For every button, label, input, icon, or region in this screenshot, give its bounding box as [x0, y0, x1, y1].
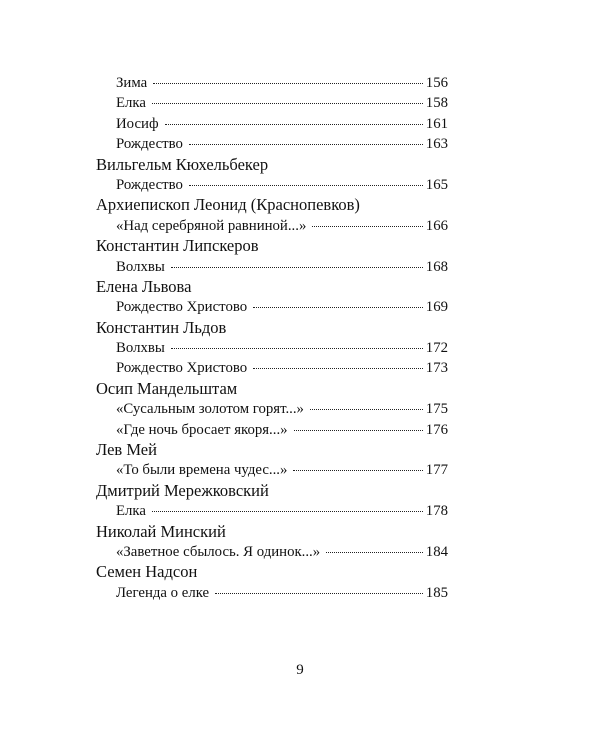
- toc-entry: [96, 175, 448, 195]
- entry-page: 165: [425, 176, 448, 193]
- toc-entry: [96, 420, 448, 440]
- entry-title: Рождество Христово: [116, 360, 248, 377]
- page-number: 9: [296, 662, 304, 678]
- author-name: Елена Львова: [96, 276, 192, 296]
- toc-entry: [96, 73, 448, 93]
- author-name: Лев Мей: [96, 440, 157, 460]
- dot-leader: [293, 470, 422, 471]
- toc-entry: [96, 114, 448, 134]
- author-name: Семен Надсон: [96, 562, 198, 582]
- dot-leader: [153, 83, 423, 84]
- entry-title: «То были времена чудес...»: [116, 462, 288, 479]
- author-name: Архиепископ Леонид (Краснопевков): [96, 195, 360, 215]
- entry-title: Волхвы: [116, 258, 165, 275]
- dot-leader: [171, 348, 423, 349]
- dot-leader: [152, 511, 423, 512]
- entry-page: 163: [425, 136, 448, 153]
- toc-entry: [96, 297, 448, 317]
- dot-leader: [189, 144, 423, 145]
- toc-entry: [96, 399, 448, 419]
- entry-page: 177: [425, 462, 448, 479]
- dot-leader: [310, 409, 423, 410]
- entry-page: 178: [425, 503, 448, 520]
- entry-page: 168: [425, 258, 448, 275]
- toc-entry: [96, 501, 448, 521]
- entry-title: Елка: [116, 503, 146, 520]
- toc-entry: [96, 583, 448, 603]
- entry-page: 169: [425, 299, 448, 316]
- dot-leader: [294, 430, 423, 431]
- entry-page: 158: [425, 95, 448, 112]
- entry-title: «Сусальным золотом горят...»: [116, 401, 304, 418]
- entry-title: Иосиф: [116, 115, 159, 132]
- dot-leader: [171, 267, 423, 268]
- toc-entry: [96, 216, 448, 236]
- entry-title: Волхвы: [116, 340, 165, 357]
- entry-title: Рождество: [116, 136, 183, 153]
- toc-entry: [96, 134, 448, 154]
- toc-entry: [96, 338, 448, 358]
- dot-leader: [253, 368, 423, 369]
- author-name: Дмитрий Мережковский: [96, 480, 269, 500]
- dot-leader: [165, 124, 423, 125]
- author-name: Константин Липскеров: [96, 236, 259, 256]
- entry-title: Зима: [116, 75, 148, 91]
- table-of-contents: [96, 73, 448, 603]
- toc-entry: [96, 460, 448, 480]
- dot-leader: [152, 103, 423, 104]
- dot-leader: [312, 226, 422, 227]
- entry-title: Рождество: [116, 176, 183, 193]
- toc-entry: [96, 93, 448, 113]
- toc-entry: [96, 542, 448, 562]
- entry-title: Елка: [116, 95, 146, 112]
- dot-leader: [253, 307, 423, 308]
- author-name: Вильгельм Кюхельбекер: [96, 154, 269, 174]
- toc-entry: [96, 358, 448, 378]
- entry-page: 175: [425, 401, 448, 418]
- toc-entry: [96, 257, 448, 277]
- dot-leader: [326, 552, 423, 553]
- entry-page: 161: [425, 115, 448, 132]
- author-name: Осип Мандельштам: [96, 378, 238, 398]
- dot-leader: [215, 593, 423, 594]
- entry-title: «Где ночь бросает якоря...»: [116, 421, 288, 438]
- entry-title: «Над серебряной равниной...»: [116, 217, 307, 234]
- entry-page: 156: [425, 75, 448, 91]
- entry-title: Легенда о елке: [116, 584, 210, 601]
- entry-page: 185: [425, 584, 448, 601]
- author-name: Николай Минский: [96, 521, 226, 541]
- entry-page: 166: [425, 217, 448, 234]
- dot-leader: [189, 185, 423, 186]
- entry-page: 172: [425, 340, 448, 357]
- entry-page: 176: [425, 421, 448, 438]
- entry-title: Рождество Христово: [116, 299, 248, 316]
- author-name: Константин Льдов: [96, 317, 227, 337]
- entry-title: «Заветное сбылось. Я одинок...»: [116, 543, 321, 560]
- entry-page: 173: [425, 360, 448, 377]
- entry-page: 184: [425, 543, 448, 560]
